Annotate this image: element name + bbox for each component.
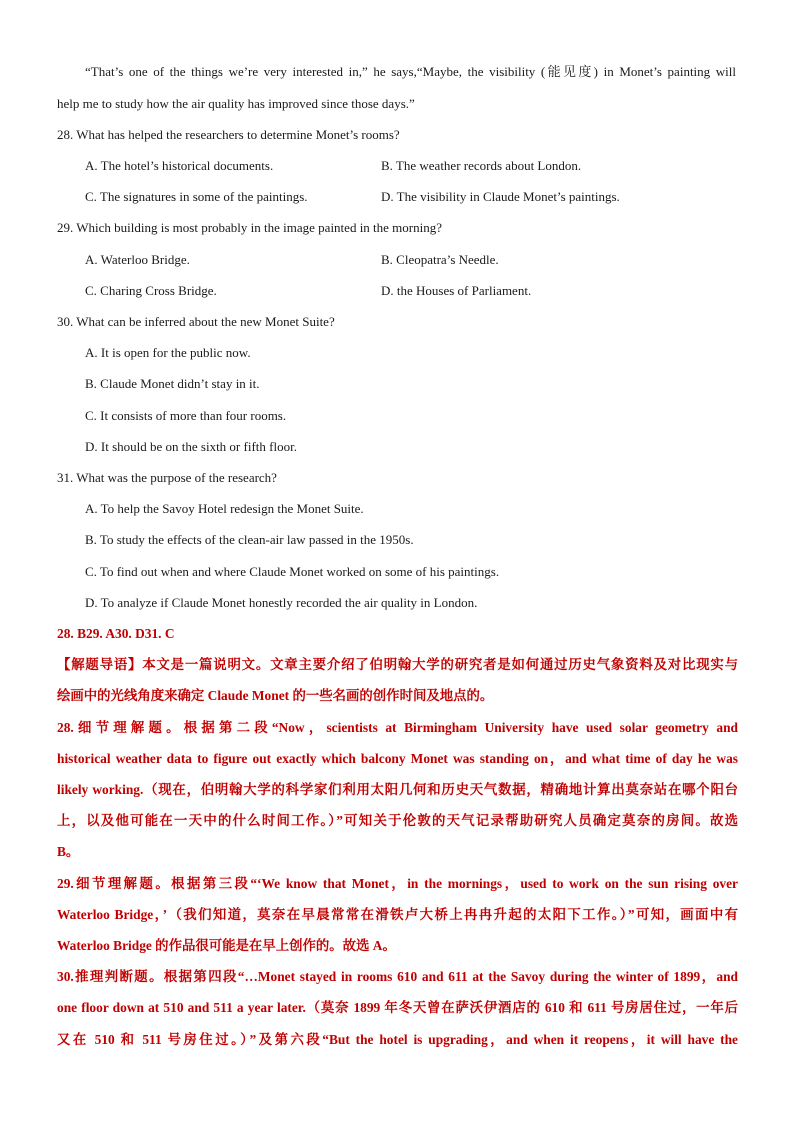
- option-d: D. the Houses of Parliament.: [381, 283, 532, 298]
- option-d: D. The visibility in Claude Monet’s paintings.: [381, 189, 620, 204]
- explanation-28: B。: [57, 844, 80, 859]
- guide-line: 【解题导语】本文是一篇说明文。文章主要介绍了伯明翰大学的研究者是如何通过历史气象资料及对比现实与: [57, 657, 738, 672]
- passage-line: help me to study how the air quality has improved since those days.”: [57, 96, 415, 111]
- question-stem: 29. Which building is most probably in the image painted in the morning?: [57, 220, 443, 235]
- option-a: A. To help the Savoy Hotel redesign the Monet Suite.: [85, 501, 364, 516]
- explanation-28: likely working.（现在，伯明翰大学的科学家们利用太阳几何和历史天气数据，精确地计算出莫奈站在哪个阳台: [57, 782, 738, 797]
- explanation-29: 29.细节理解题。根据第三段“‘We know that Monet，in the mornings，used to work on the sun rising over: [57, 876, 738, 891]
- option-c: C. Charing Cross Bridge.: [85, 283, 217, 298]
- option-b: B. Claude Monet didn’t stay in it.: [85, 376, 260, 391]
- option-c: C. To find out when and where Claude Monet worked on some of his paintings.: [85, 564, 500, 579]
- option-b: B. To study the effects of the clean-air law passed in the 1950s.: [85, 532, 414, 547]
- question-stem: 31. What was the purpose of the research?: [57, 470, 277, 485]
- explanation-28: 28.细节理解题。根据第二段“Now，scientists at Birmingham University have used solar geometry and: [57, 720, 738, 735]
- explanation-28: historical weather data to figure out exactly which balcony Monet was standing on，and what time of day he was: [57, 751, 738, 766]
- option-d: D. To analyze if Claude Monet honestly recorded the air quality in London.: [85, 595, 478, 610]
- explanation-29: Waterloo Bridge 的作品很可能是在早上创作的。故选 A。: [57, 938, 396, 953]
- question-stem: 30. What can be inferred about the new Monet Suite?: [57, 314, 335, 329]
- option-d: D. It should be on the sixth or fifth floor.: [85, 439, 297, 454]
- option-a: A. The hotel’s historical documents.: [85, 158, 274, 173]
- explanation-29: Waterloo Bridge，’（我们知道，莫奈在早晨常常在滑铁卢大桥上冉冉升起的太阳下工作。）”可知，画面中有: [57, 907, 738, 922]
- explanation-28: 上，以及他可能在一天中的什么时间工作。）”可知关于伦敦的天气记录帮助研究人员确定莫奈的房间。故选: [57, 813, 738, 828]
- option-a: A. Waterloo Bridge.: [85, 252, 190, 267]
- question-stem: 28. What has helped the researchers to determine Monet’s rooms?: [57, 127, 400, 142]
- option-c: C. It consists of more than four rooms.: [85, 408, 287, 423]
- explanation-30: 又在 510 和 511 号房住过。）”及第六段“But the hotel is upgrading，and when it reopens，it will have the: [57, 1032, 738, 1047]
- guide-line: 绘画中的光线角度来确定 Claude Monet 的一些名画的创作时间及地点的。: [57, 688, 494, 703]
- option-b: B. Cleopatra’s Needle.: [381, 252, 499, 267]
- answer-key: 28. B29. A30. D31. C: [57, 626, 175, 641]
- option-a: A. It is open for the public now.: [85, 345, 251, 360]
- passage-line: “That’s one of the things we’re very interested in,” he says,“Maybe, the visibility (能见度) in Monet’s painting will: [85, 64, 736, 79]
- option-c: C. The signatures in some of the paintings.: [85, 189, 308, 204]
- option-b: B. The weather records about London.: [381, 158, 582, 173]
- explanation-30: one floor down at 510 and 511 a year later.（莫奈 1899 年冬天曾在萨沃伊酒店的 610 和 611 号房居住过，一年后: [57, 1000, 738, 1015]
- explanation-30: 30.推理判断题。根据第四段“…Monet stayed in rooms 610 and 611 at the Savoy during the winter of 1899，and: [57, 969, 738, 984]
